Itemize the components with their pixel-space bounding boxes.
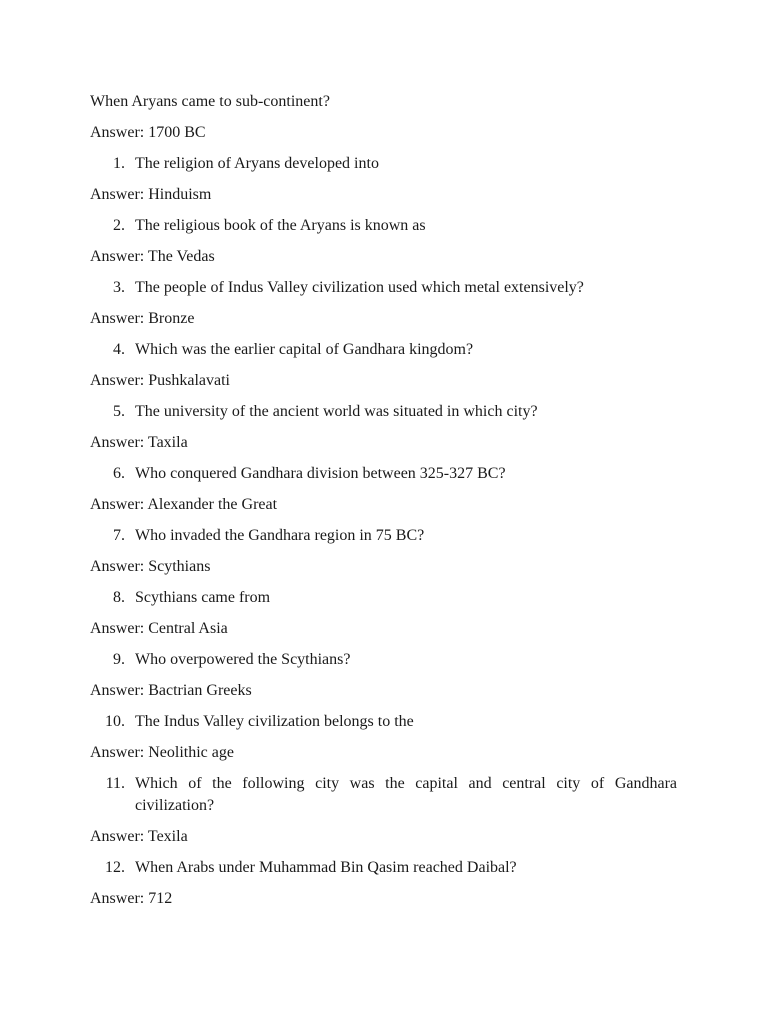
question-item — [90, 711, 677, 733]
question-item — [90, 463, 677, 485]
question-item — [90, 215, 677, 237]
question-item — [90, 773, 677, 817]
question-item — [90, 587, 677, 609]
question-item — [90, 857, 677, 879]
question-number: 2. — [113, 217, 125, 234]
question-text: Who conquered Gandhara division between 325-327 BC? — [135, 465, 506, 482]
document-body — [90, 91, 677, 919]
question-number: 11. — [105, 775, 125, 792]
question-number: 7. — [113, 527, 125, 544]
question-text: Who overpowered the Scythians? — [135, 651, 351, 668]
question-item — [90, 339, 677, 361]
question-item — [90, 525, 677, 547]
question-text: The religious book of the Aryans is known as — [135, 217, 426, 234]
question-number: 12. — [105, 859, 125, 876]
answer-text: Answer: Scythians — [90, 558, 211, 575]
question-number: 4. — [113, 341, 125, 358]
answer-text: Answer: The Vedas — [90, 248, 215, 265]
answer-text: Answer: 712 — [90, 890, 173, 907]
answer-text: Answer: Bactrian Greeks — [90, 682, 252, 699]
question-text: The university of the ancient world was situated in which city? — [135, 403, 538, 420]
answer-text: Answer: Hinduism — [90, 186, 212, 203]
answer-text: Answer: Bronze — [90, 310, 195, 327]
answer-text: Answer: Alexander the Great — [90, 496, 278, 513]
answer-text: Answer: Central Asia — [90, 620, 228, 637]
intro-answer: Answer: 1700 BC — [90, 124, 206, 141]
answer-text: Answer: Pushkalavati — [90, 372, 230, 389]
question-number: 3. — [113, 279, 125, 296]
question-number: 1. — [113, 155, 125, 172]
intro-question: When Aryans came to sub-continent? — [90, 93, 330, 110]
question-text: Scythians came from — [135, 589, 271, 606]
question-text: The people of Indus Valley civilization used which metal extensively? — [135, 279, 584, 296]
question-number: 5. — [113, 403, 125, 420]
question-item — [90, 649, 677, 671]
question-number: 9. — [113, 651, 125, 668]
question-text: Which was the earlier capital of Gandhara kingdom? — [135, 341, 474, 358]
question-text: The Indus Valley civilization belongs to the — [135, 713, 414, 730]
question-text: When Arabs under Muhammad Bin Qasim reached Daibal? — [135, 859, 517, 876]
question-number: 8. — [113, 589, 125, 606]
question-number: 6. — [113, 465, 125, 482]
question-item — [90, 277, 677, 299]
question-text: Which of the following city was the capital and central city of Gandhara civilization? — [135, 775, 677, 814]
answer-text: Answer: Texila — [90, 828, 188, 845]
question-item — [90, 401, 677, 423]
question-number: 10. — [105, 713, 125, 730]
question-item — [90, 153, 677, 175]
answer-text: Answer: Taxila — [90, 434, 188, 451]
question-text: The religion of Aryans developed into — [135, 155, 379, 172]
answer-text: Answer: Neolithic age — [90, 744, 234, 761]
question-text: Who invaded the Gandhara region in 75 BC? — [135, 527, 425, 544]
